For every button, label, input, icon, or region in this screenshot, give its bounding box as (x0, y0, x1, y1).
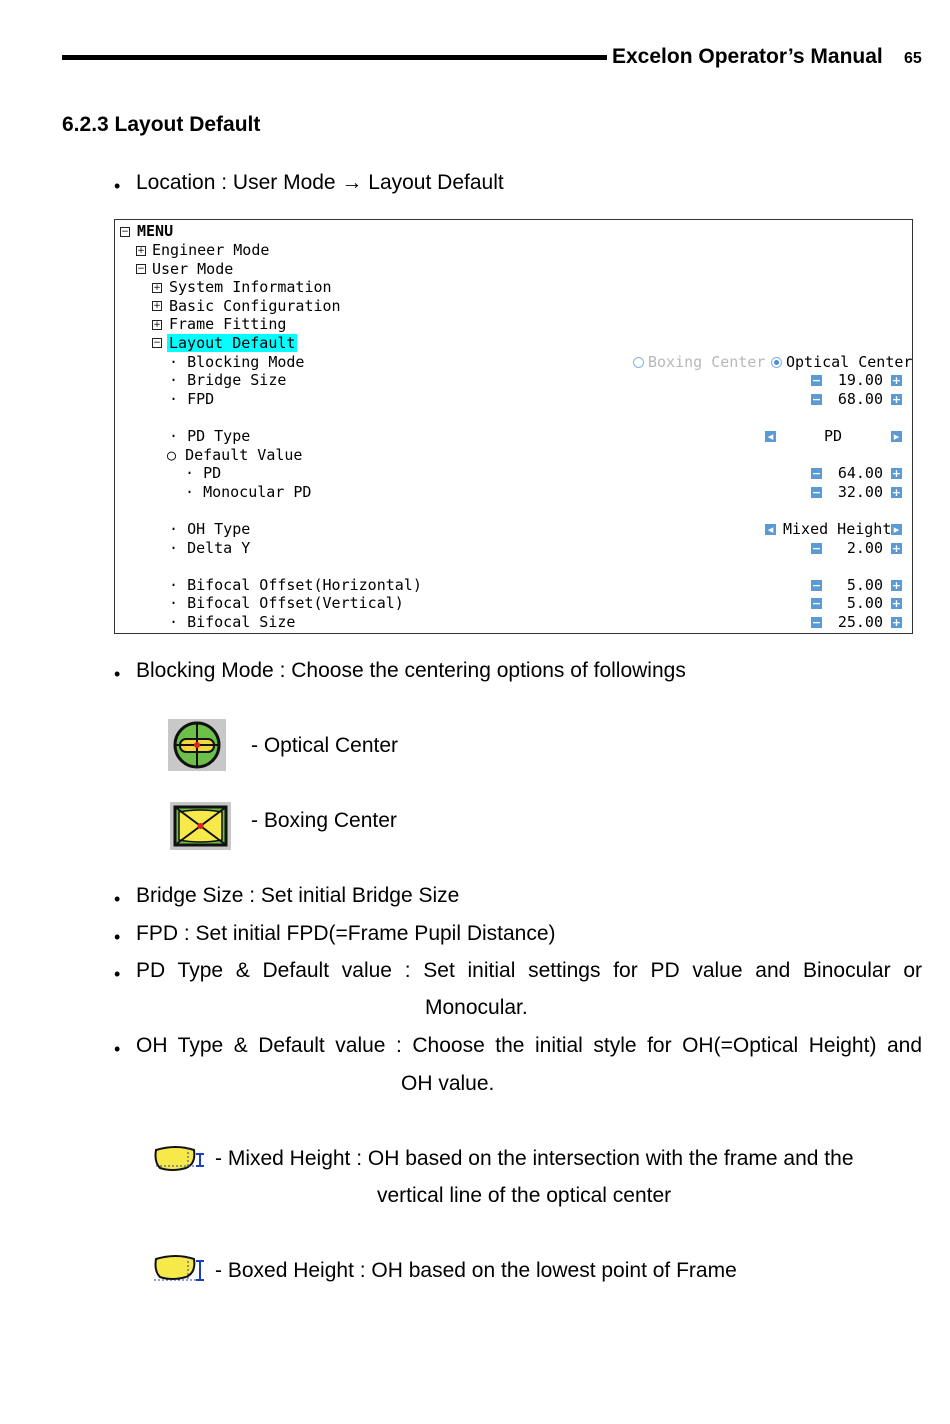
bifocal-size-label: Bifocal Size (187, 613, 296, 631)
bullet: • (114, 964, 121, 984)
menu-user-mode[interactable]: User Mode (152, 260, 234, 278)
blocking-mode-desc: Blocking Mode : Choose the centering options of followings (136, 659, 686, 682)
manual-title: Excelon Operator’s Manual (612, 45, 883, 68)
fpd-desc: FPD : Set initial FPD(=Frame Pupil Distance) (136, 922, 556, 945)
pd-type-label: PD Type (187, 427, 251, 445)
boxing-center-label: - Boxing Center (251, 809, 397, 832)
default-value-label: Default Value (185, 446, 303, 464)
pd-row: · PD (185, 464, 222, 482)
decrement-button[interactable]: − (811, 467, 822, 480)
boxing-center-option[interactable]: Boxing Center (648, 353, 766, 371)
arrow-right-icon[interactable]: ▸ (891, 524, 902, 535)
increment-button[interactable]: + (891, 467, 902, 480)
expand-icon[interactable]: + (137, 246, 145, 256)
increment-button[interactable]: + (891, 486, 902, 499)
decrement-button[interactable]: − (811, 374, 822, 387)
decrement-button[interactable]: − (811, 486, 822, 499)
oh-type-value: Mixed Height (783, 520, 892, 538)
bifocal-offset-h-label: Bifocal Offset(Horizontal) (187, 576, 422, 594)
location-text: Location : User Mode → Layout Default (136, 171, 504, 194)
blocking-mode-row: · Blocking Mode (169, 353, 305, 371)
expand-icon[interactable]: + (153, 283, 161, 293)
bifocal-offset-v-row: · Bifocal Offset(Vertical) (169, 594, 404, 612)
boxing-center-icon (170, 802, 231, 850)
boxed-height-icon (152, 1253, 208, 1283)
boxed-height-line1: - Boxed Height : OH based on the lowest point of Frame (215, 1259, 737, 1282)
bullet: • (114, 1039, 121, 1059)
increment-button[interactable]: + (891, 542, 902, 555)
fpd-value: 68.00 (837, 390, 883, 408)
optical-center-option[interactable]: Optical Center (786, 353, 913, 371)
bullet: • (114, 664, 121, 684)
decrement-button[interactable]: − (811, 597, 822, 610)
mixed-height-line1: - Mixed Height : OH based on the intersection with the frame and the (215, 1147, 854, 1170)
decrement-button[interactable]: − (811, 542, 822, 555)
arrow-right-icon[interactable]: ▸ (891, 431, 902, 442)
optical-center-icon (168, 719, 226, 771)
menu-system-information[interactable]: System Information (169, 278, 332, 296)
increment-button[interactable]: + (891, 616, 902, 629)
collapse-icon[interactable]: − (121, 227, 129, 237)
bifocal-offset-h-row: · Bifocal Offset(Horizontal) (169, 576, 422, 594)
expand-icon[interactable]: + (153, 301, 161, 311)
mixed-height-line2: vertical line of the optical center (377, 1184, 672, 1207)
header-rule (62, 55, 607, 60)
boxing-center-radio[interactable] (633, 357, 644, 368)
pd-value: 64.00 (837, 464, 883, 482)
layout-default-label: Layout Default (169, 334, 296, 352)
pd-type-desc-line1: PD Type & Default value : Set initial settings for PD value and Binocular or (136, 959, 922, 982)
menu-engineer-mode[interactable]: Engineer Mode (152, 241, 270, 259)
oh-type-row: · OH Type (169, 520, 251, 538)
menu-layout-default[interactable] (167, 334, 297, 352)
decrement-button[interactable]: − (811, 616, 822, 629)
default-value-row: ○ Default Value (167, 446, 303, 464)
menu-frame-fitting[interactable]: Frame Fitting (169, 315, 287, 333)
bullet: • (114, 889, 121, 909)
collapse-icon[interactable]: − (137, 264, 145, 274)
oh-type-desc-line1: OH Type & Default value : Choose the initial style for OH(=Optical Height) and (136, 1034, 922, 1057)
mixed-height-icon (152, 1144, 208, 1174)
page-number: 65 (904, 50, 922, 67)
oh-type-desc-line2: OH value. (401, 1072, 495, 1095)
section-title: 6.2.3 Layout Default (62, 113, 261, 136)
menu-basic-configuration[interactable]: Basic Configuration (169, 297, 341, 315)
delta-y-label: Delta Y (187, 539, 251, 557)
increment-button[interactable]: + (891, 393, 902, 406)
bullet: • (114, 176, 121, 196)
delta-y-value: 2.00 (846, 539, 883, 557)
bridge-size-desc: Bridge Size : Set initial Bridge Size (136, 884, 460, 907)
arrow-left-icon[interactable]: ◂ (765, 524, 776, 535)
pd-label: PD (203, 464, 222, 482)
bifocal-offset-h-value: 5.00 (846, 576, 883, 594)
monocular-pd-row: · Monocular PD (185, 483, 312, 501)
pd-type-row: · PD Type (169, 427, 251, 445)
pd-type-value: PD (824, 427, 843, 445)
bifocal-size-row: · Bifocal Size (169, 613, 296, 631)
bridge-size-value: 19.00 (837, 371, 883, 389)
fpd-row: · FPD (169, 390, 215, 408)
menu-root[interactable]: MENU (137, 222, 174, 240)
increment-button[interactable]: + (891, 374, 902, 387)
fpd-label: FPD (187, 390, 215, 408)
increment-button[interactable]: + (891, 597, 902, 610)
optical-center-label: - Optical Center (251, 734, 399, 757)
decrement-button[interactable]: − (811, 579, 822, 592)
menu-panel (114, 219, 913, 634)
bridge-size-label: Bridge Size (187, 371, 287, 389)
expand-icon[interactable]: + (153, 320, 161, 330)
oh-type-label: OH Type (187, 520, 251, 538)
monocular-pd-label: Monocular PD (203, 483, 312, 501)
increment-button[interactable]: + (891, 579, 902, 592)
collapse-icon[interactable]: − (153, 338, 161, 348)
bifocal-size-value: 25.00 (837, 613, 883, 631)
decrement-button[interactable]: − (811, 393, 822, 406)
delta-y-row: · Delta Y (169, 539, 251, 557)
arrow-left-icon[interactable]: ◂ (765, 431, 776, 442)
bifocal-offset-v-value: 5.00 (846, 594, 883, 612)
bridge-size-row: · Bridge Size (169, 371, 287, 389)
pd-type-desc-line2: Monocular. (425, 996, 528, 1019)
monocular-pd-value: 32.00 (837, 483, 883, 501)
blocking-mode-label: Blocking Mode (187, 353, 305, 371)
optical-center-radio[interactable] (771, 357, 782, 368)
bifocal-offset-v-label: Bifocal Offset(Vertical) (187, 594, 404, 612)
bullet: • (114, 927, 121, 947)
